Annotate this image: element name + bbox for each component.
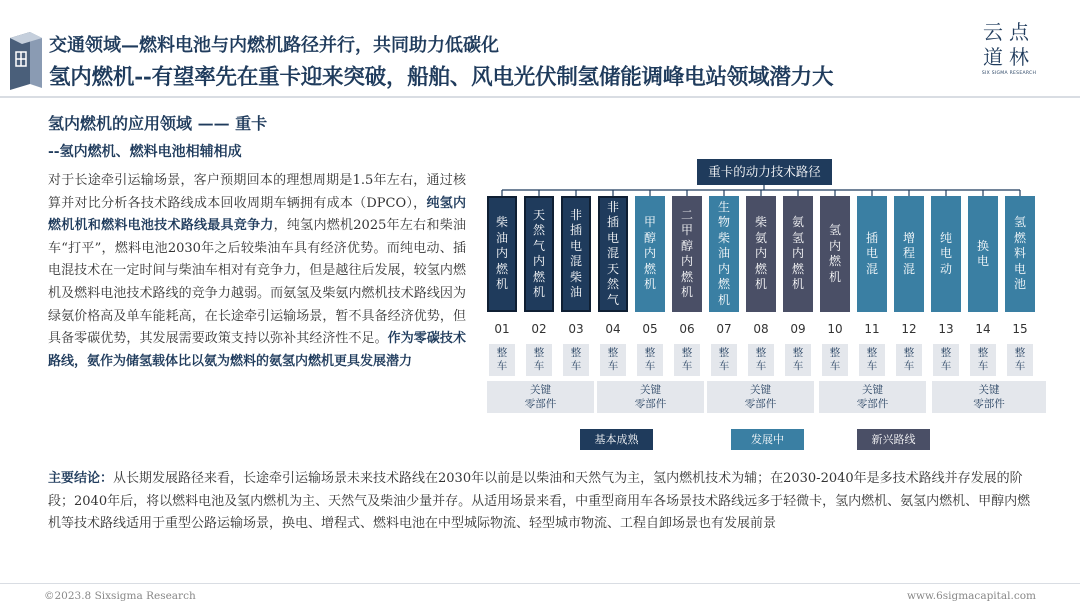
route-label: 纯 电 动 bbox=[939, 230, 952, 276]
brand-english: SIX SIGMA RESEARCH bbox=[981, 71, 1037, 76]
route-box-01 bbox=[487, 196, 517, 312]
legend-item: 发展中 bbox=[731, 429, 804, 450]
conclusion-text: 从长期发展路径来看，长途牵引运输场景未来技术路线在2030年以前是以柴油和天然气为主，氢内燃机技术为辅；在2030-2040年是多技术路线并存发展的阶段；2040年后，将以燃料电池及氢内燃机为主、天然气及柴油少量并存。从适用场景来看，中重型商用车各场景技术路线远多于轻微卡，氢内燃机、氨氢内燃机、甲醇内燃机等技术路线适用于重型公路运输场景，换电、增程式、燃料电池在中型城际物流、轻型城市物流、工程自卸场景也有发展前景 bbox=[48, 471, 1031, 531]
conclusion-label: 主要结论： bbox=[48, 471, 114, 486]
route-number: 14 bbox=[975, 322, 991, 336]
body-text-highlight2: 作为零碳技术路线，氨作为储氢载体比以氨为燃料的氨氢内燃机更具发展潜力 bbox=[48, 331, 466, 369]
vehicle-box: 整 车 bbox=[785, 344, 811, 376]
section-subtitle: --氢内燃机、燃料电池相辅相成 bbox=[48, 144, 242, 160]
route-number: 07 bbox=[716, 322, 732, 336]
body-text-highlight1: 纯氢内燃机机和燃料电池技术路线最具竞争力 bbox=[48, 195, 466, 234]
route-label: 氢 内 燃 机 bbox=[828, 223, 841, 284]
route-number: 10 bbox=[827, 322, 843, 336]
route-number: 03 bbox=[568, 322, 584, 336]
route-box-05 bbox=[635, 196, 665, 312]
body-text-part2: ，纯氢内燃机2025年左右和柴油车“打平”，燃料电池2030年之后较柴油车具有经济优势。而纯电动、插电混技术在一定时间与柴油车相对有竞争力，但是越往后发展，较氢内燃机及燃料电池技术路线的竞争力越弱。而氨氢及柴氨内燃机技术路线因为绿氨价格高及单车能耗高，在长途牵引运输场景，暂不具备经济优势，但具备零碳优势，其发展需要政策支持以弥补其经济性不足。 bbox=[48, 218, 466, 347]
vehicle-box: 整 车 bbox=[970, 344, 996, 376]
route-label: 甲 醇 内 燃 机 bbox=[643, 215, 656, 292]
route-label: 柴 油 内 燃 机 bbox=[495, 215, 508, 292]
vehicle-box: 整 车 bbox=[489, 344, 515, 376]
vehicle-box: 整 车 bbox=[1007, 344, 1033, 376]
part-label-2: 零部件 bbox=[973, 398, 1005, 410]
route-label: 换 电 bbox=[976, 238, 989, 268]
route-box-07 bbox=[709, 196, 739, 312]
footer-copyright: ©2023.8 Sixsigma Research bbox=[44, 590, 196, 602]
route-number: 05 bbox=[642, 322, 658, 336]
route-box-12 bbox=[894, 196, 924, 312]
vehicle-box: 整 车 bbox=[526, 344, 552, 376]
route-number: 15 bbox=[1012, 322, 1028, 336]
brand-logo bbox=[976, 20, 1042, 76]
part-label-2: 零部件 bbox=[856, 398, 889, 410]
key-parts-box bbox=[707, 381, 814, 413]
route-number: 02 bbox=[531, 322, 547, 336]
route-box-14 bbox=[968, 196, 998, 312]
brand-name-line1: 云点 bbox=[983, 20, 1035, 44]
route-number: 12 bbox=[901, 322, 917, 336]
key-parts-box bbox=[819, 381, 926, 413]
part-label-2: 零部件 bbox=[634, 398, 667, 410]
route-label: 氨 氢 内 燃 机 bbox=[791, 215, 804, 292]
route-box-03 bbox=[561, 196, 591, 312]
part-label-1: 关键 bbox=[862, 384, 883, 396]
route-number: 11 bbox=[864, 322, 880, 336]
part-label-2: 零部件 bbox=[524, 398, 557, 410]
route-label: 生 物 柴 油 内 燃 机 bbox=[717, 199, 730, 307]
route-label: 柴 氨 内 燃 机 bbox=[754, 215, 767, 292]
key-parts-box bbox=[932, 381, 1046, 413]
route-label: 天 然 气 内 燃 机 bbox=[532, 207, 545, 299]
route-number: 01 bbox=[494, 322, 510, 336]
route-box-13 bbox=[931, 196, 961, 312]
part-label-1: 关键 bbox=[640, 384, 661, 396]
route-number: 08 bbox=[753, 322, 769, 336]
body-text-part1: 对于长途牵引运输场景，客户预期回本的理想周期是1.5年左右，通过核算并对比分析各技术路线成本回收周期车辆拥有成本（DPCO）， bbox=[48, 173, 466, 211]
part-label-1: 关键 bbox=[978, 384, 1000, 396]
header-divider bbox=[0, 96, 1080, 98]
route-label: 非 插 电 混 天 然 气 bbox=[606, 199, 619, 307]
route-number: 13 bbox=[938, 322, 954, 336]
route-label: 非 插 电 混 柴 油 bbox=[569, 207, 582, 299]
section-title: 氢内燃机的应用领域 —— 重卡 bbox=[48, 114, 268, 133]
legend-item: 基本成熟 bbox=[580, 429, 653, 450]
route-number: 06 bbox=[679, 322, 695, 336]
legend-item: 新兴路线 bbox=[857, 429, 930, 450]
vehicle-box: 整 车 bbox=[674, 344, 700, 376]
route-box-15 bbox=[1005, 196, 1035, 312]
footer-divider bbox=[0, 583, 1080, 584]
vehicle-box: 整 车 bbox=[859, 344, 885, 376]
route-label: 氢 燃 料 电 池 bbox=[1013, 215, 1026, 292]
page-title-line1: 交通领域—燃料电池与内燃机路径并行，共同助力低碳化 bbox=[49, 35, 499, 56]
route-box-11 bbox=[857, 196, 887, 312]
route-box-02 bbox=[524, 196, 554, 312]
main-conclusion bbox=[48, 468, 1038, 536]
vehicle-box: 整 车 bbox=[822, 344, 848, 376]
key-parts-box bbox=[597, 381, 704, 413]
route-number: 09 bbox=[790, 322, 806, 336]
key-parts-box bbox=[487, 381, 594, 413]
route-box-04 bbox=[598, 196, 628, 312]
footer-website: www.6sigmacapital.com bbox=[907, 590, 1036, 602]
logo-cube-icon bbox=[6, 30, 44, 90]
route-box-10 bbox=[820, 196, 850, 312]
route-box-08 bbox=[746, 196, 776, 312]
route-label: 增 程 混 bbox=[902, 230, 915, 276]
route-label: 二 甲 醇 内 燃 机 bbox=[680, 207, 693, 299]
part-label-2: 零部件 bbox=[744, 398, 777, 410]
vehicle-box: 整 车 bbox=[600, 344, 626, 376]
body-paragraph bbox=[48, 170, 466, 373]
vehicle-box: 整 车 bbox=[933, 344, 959, 376]
part-label-1: 关键 bbox=[750, 384, 771, 396]
vehicle-box: 整 车 bbox=[563, 344, 589, 376]
diagram-title: 重卡的动力技术路径 bbox=[697, 159, 832, 185]
vehicle-box: 整 车 bbox=[748, 344, 774, 376]
vehicle-box: 整 车 bbox=[711, 344, 737, 376]
vehicle-box: 整 车 bbox=[896, 344, 922, 376]
route-label: 插 电 混 bbox=[865, 230, 878, 276]
route-number: 04 bbox=[605, 322, 621, 336]
page-title-line2: 氢内燃机--有望率先在重卡迎来突破，船舶、风电光伏制氢储能调峰电站领域潜力大 bbox=[49, 65, 834, 90]
brand-name-line2: 道林 bbox=[983, 45, 1035, 69]
route-box-06 bbox=[672, 196, 702, 312]
route-box-09 bbox=[783, 196, 813, 312]
vehicle-box: 整 车 bbox=[637, 344, 663, 376]
part-label-1: 关键 bbox=[530, 384, 551, 396]
